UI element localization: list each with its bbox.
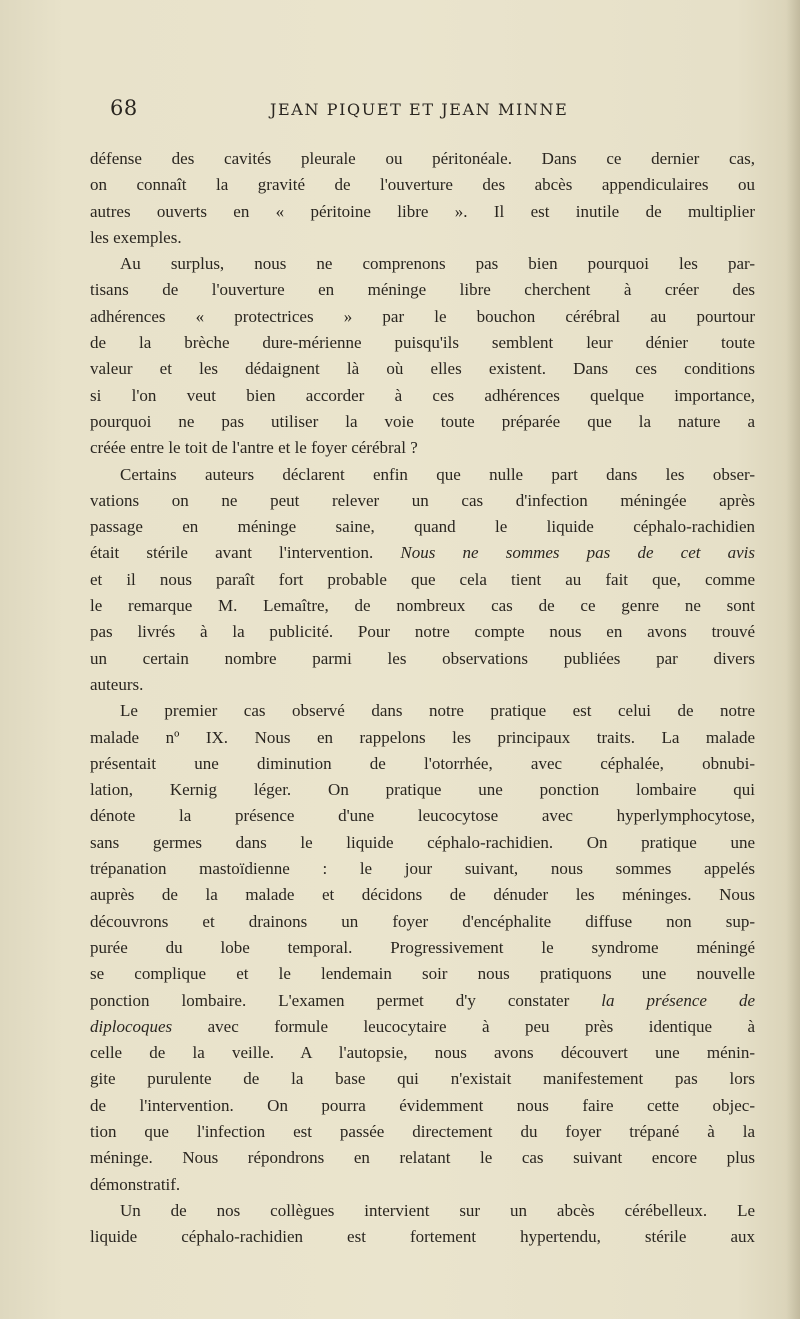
line-text: découvrons et drainons un foyer d'encéphalite diffuse non sup-	[90, 911, 755, 931]
text-line	[90, 1040, 755, 1066]
line-text: de l'intervention. On pourra évidemment nous faire cette objec-	[90, 1095, 755, 1115]
line-text: Au surplus, nous ne comprenons pas bien pourquoi les par-	[120, 254, 755, 274]
line-text: était stérile avant l'intervention.	[90, 543, 401, 563]
text-line	[90, 935, 755, 961]
text-line	[90, 619, 755, 645]
line-text: liquide céphalo-rachidien est fortement hypertendu, stérile aux	[90, 1227, 755, 1247]
text-line	[90, 540, 755, 566]
line-text: Un de nos collègues intervient sur un abcès cérébelleux. Le	[120, 1200, 755, 1220]
line-text: les exemples.	[90, 227, 182, 247]
line-text: créée entre le toit de l'antre et le foyer cérébral ?	[90, 438, 418, 458]
text-line	[90, 172, 755, 198]
text-line	[90, 1066, 755, 1092]
line-text: tion que l'infection est passée directement du foyer trépané à la	[90, 1121, 755, 1141]
text-line	[90, 1172, 755, 1198]
text-line	[90, 383, 755, 409]
text-line	[90, 646, 755, 672]
line-text: avec formule leucocytaire à peu près identique à	[172, 1016, 755, 1036]
text-line	[90, 1224, 755, 1250]
line-text: celle de la veille. A l'autopsie, nous avons découvert une ménin-	[90, 1043, 755, 1063]
line-text: valeur et les dédaignent là où elles existent. Dans ces conditions	[90, 359, 755, 379]
line-text: si l'on veut bien accorder à ces adhérences quelque importance,	[90, 385, 755, 405]
running-head: JEAN PIQUET ET JEAN MINNE	[270, 100, 569, 119]
text-line	[90, 225, 755, 251]
line-text: on connaît la gravité de l'ouverture des abcès appendiculaires ou	[90, 175, 755, 195]
text-line	[90, 961, 755, 987]
text-line	[90, 672, 755, 698]
body-text	[90, 146, 755, 1250]
text-line	[90, 435, 755, 461]
text-line	[90, 330, 755, 356]
text-line	[90, 251, 755, 277]
page-number: 68	[110, 96, 138, 120]
line-text: auprès de la malade et décidons de dénuder les méninges. Nous	[90, 885, 755, 905]
text-line	[90, 593, 755, 619]
text-line	[90, 1093, 755, 1119]
text-line	[90, 751, 755, 777]
text-line	[90, 277, 755, 303]
text-line	[90, 777, 755, 803]
line-text: démonstratif.	[90, 1174, 181, 1194]
text-line	[90, 830, 755, 856]
line-text: ponction lombaire. L'examen permet d'y constater	[90, 990, 602, 1010]
line-text: passage en méninge saine, quand le liquide céphalo-rachidien	[90, 517, 755, 537]
text-line	[90, 1119, 755, 1145]
line-text: gite purulente de la base qui n'existait manifestement pas lors	[90, 1069, 755, 1089]
line-text: défense des cavités pleurale ou péritonéale. Dans ce dernier cas,	[90, 149, 755, 168]
italic-text: diplocoques	[90, 1016, 173, 1036]
text-line	[90, 304, 755, 330]
line-text: méninge. Nous répondrons en relatant le cas suivant encore plus	[90, 1148, 755, 1168]
line-text: malade nº IX. Nous en rappelons les principaux traits. La malade	[90, 727, 755, 747]
line-text: adhérences « protectrices » par le bouchon cérébral au pourtour	[90, 306, 755, 326]
text-line	[90, 409, 755, 435]
page-header	[110, 96, 750, 124]
text-line	[90, 698, 755, 724]
line-text: présentait une diminution de l'otorrhée, avec céphalée, obnubi-	[90, 753, 755, 773]
italic-text: Nous ne sommes pas de cet avis	[400, 543, 755, 563]
text-line	[90, 725, 755, 751]
line-text: trépanation mastoïdienne : le jour suivant, nous sommes appelés	[90, 859, 755, 879]
line-text: pourquoi ne pas utiliser la voie toute préparée que la nature a	[90, 411, 755, 431]
text-line	[90, 462, 755, 488]
line-text: sans germes dans le liquide céphalo-rachidien. On pratique une	[90, 832, 755, 852]
text-line	[90, 199, 755, 225]
line-text: purée du lobe temporal. Progressivement le syndrome méningé	[90, 937, 755, 957]
text-line	[90, 988, 755, 1014]
text-line	[90, 567, 755, 593]
text-line	[90, 1014, 755, 1040]
text-line	[90, 882, 755, 908]
text-line	[90, 356, 755, 382]
line-text: un certain nombre parmi les observations publiées par divers	[90, 648, 755, 668]
line-text: le remarque M. Lemaître, de nombreux cas de ce genre ne sont	[90, 596, 755, 616]
text-line	[90, 488, 755, 514]
text-line	[90, 1198, 755, 1224]
text-line	[90, 146, 755, 172]
text-line	[90, 803, 755, 829]
line-text: et il nous paraît fort probable que cela tient au fait que, comme	[90, 569, 755, 589]
line-text: Le premier cas observé dans notre pratique est celui de notre	[120, 701, 755, 721]
text-line	[90, 514, 755, 540]
text-line	[90, 856, 755, 882]
line-text: de la brèche dure-mérienne puisqu'ils semblent leur dénier toute	[90, 333, 755, 353]
text-line	[90, 1145, 755, 1171]
line-text: tisans de l'ouverture en méninge libre cherchent à créer des	[90, 280, 755, 300]
page-edge-shadow	[786, 0, 800, 1319]
italic-text: la présence de	[601, 990, 756, 1010]
line-text: Certains auteurs déclarent enfin que nulle part dans les obser-	[120, 464, 755, 484]
line-text: pas livrés à la publicité. Pour notre compte nous en avons trouvé	[90, 622, 755, 642]
line-text: autres ouverts en « péritoine libre ». Il est inutile de multiplier	[90, 201, 755, 221]
text-line	[90, 909, 755, 935]
line-text: dénote la présence d'une leucocytose avec hyperlymphocytose,	[90, 806, 755, 826]
line-text: auteurs.	[90, 674, 144, 694]
line-text: se complique et le lendemain soir nous pratiquons une nouvelle	[90, 964, 755, 984]
line-text: lation, Kernig léger. On pratique une ponction lombaire qui	[90, 780, 755, 800]
line-text: vations on ne peut relever un cas d'infection méningée après	[90, 490, 755, 510]
